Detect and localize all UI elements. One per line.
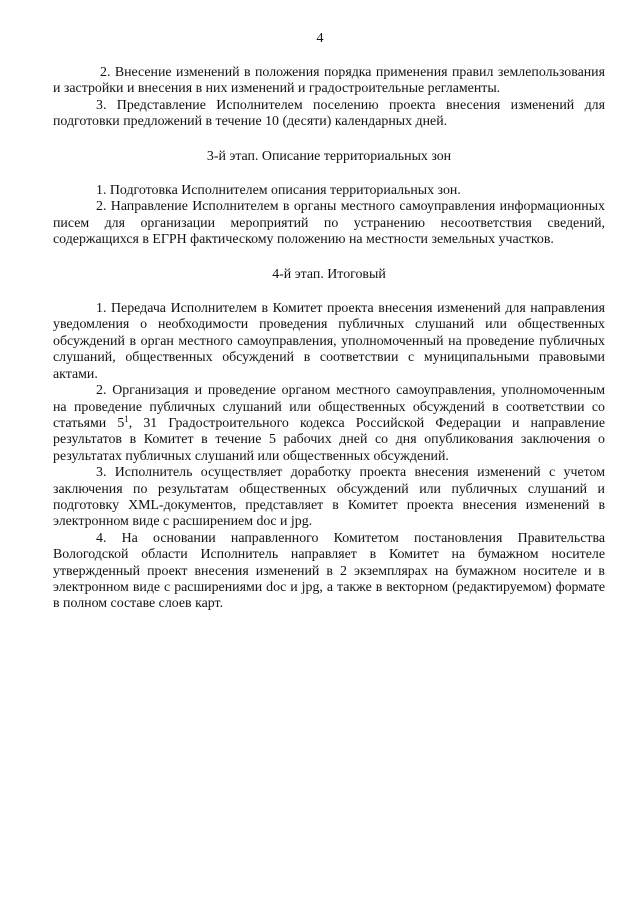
stage3-heading: 3-й этап. Описание территориальных зон	[206, 148, 452, 164]
stage4-item-1: 1. Передача Исполнителем в Комитет проекта внесения изменений для направления уведомления о необходимости проведения публичных слушаний или общественных обсуждений в орган местного самоуправления, уполномоченный на проведение публичных слушаний, общественных обсуждений в соответствии с муниципальными правовыми актами.	[53, 301, 605, 382]
document-body	[53, 65, 605, 613]
page-number: 4	[316, 31, 324, 46]
stage3-item-1: 1. Подготовка Исполнителем описания территориальных зон.	[96, 183, 461, 199]
footnote-superscript: 1	[124, 413, 129, 424]
stage4-item-2-text-a: 2. Организация и проведение органом местного самоуправления, уполномоченным на проведение публичных слушаний или общественных обсуждений в соответствии со статьями 5	[53, 383, 605, 431]
stage3-item-2: 2. Направление Исполнителем в органы местного самоуправления информационных писем для организации мероприятий по устранению несоответствия сведений, содержащихся в ЕГРН фактическому положению на местности земельных участков.	[53, 199, 605, 248]
stage4-item-4: 4. На основании направленного Комитетом постановления Правительства Вологодской области Исполнитель направляет в Комитет на бумажном носителе утвержденный проект внесения изменений в 2 экземплярах на бумажном носителе и в электронном виде с расширениями doc и jpg, а также в векторном (редактируемом) формате в полном составе слоев карт.	[53, 530, 605, 612]
stage4-heading: 4-й этап. Итоговый	[272, 266, 386, 282]
stage2-item-3: 3. Представление Исполнителем поселению проекта внесения изменений для подготовки предложений в течение 10 (десяти) календарных дней.	[53, 97, 605, 130]
stage4-item-2	[53, 383, 605, 465]
stage2-item-2: 2. Внесение изменений в положения порядка применения правил землепользования и застройки и внесения в них изменений и градостроительные регламенты.	[53, 65, 605, 97]
stage4-item-3: 3. Исполнитель осуществляет доработку проекта внесения изменений с учетом заключения по результатам общественных обсуждений или публичных слушаний и подготовку XML-документов, представляет в Комитет проекта внесения изменений в электронном виде с расширением doc и jpg.	[53, 465, 605, 530]
stage4-item-2-text-b: , 31 Градостроительного кодекса Российской Федерации и направление результатов в Комитет в течение 5 рабочих дней со дня опубликования заключения о результатах публичных слушаний или общественных обсуждений.	[53, 415, 605, 464]
